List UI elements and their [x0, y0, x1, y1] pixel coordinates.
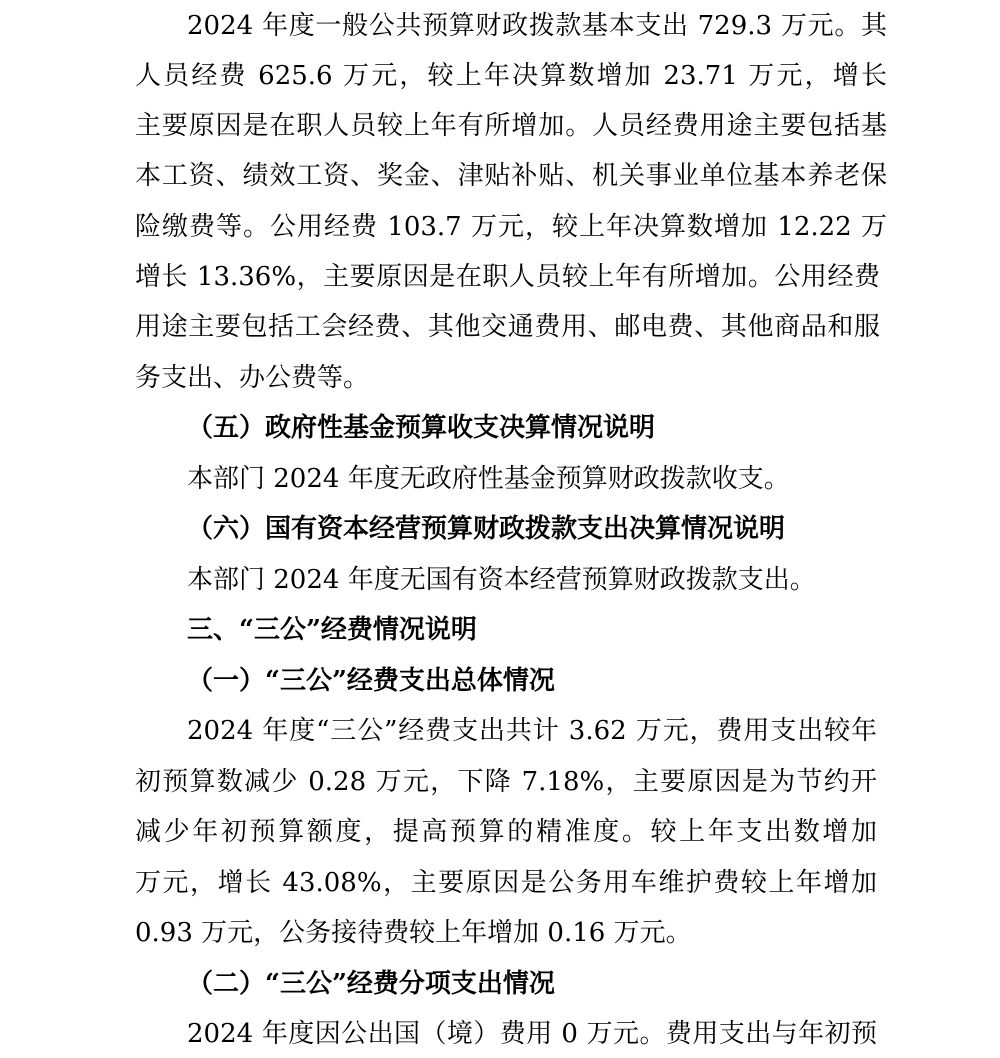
paragraph-line: 险缴费等。公用经费 103.7 万元，较上年决算数增加 12.22 万	[135, 212, 887, 242]
paragraph-line: 2024 年度“三公”经费支出共计 3.62 万元，费用支出较年	[187, 716, 877, 746]
paragraph-line: 人员经费 625.6 万元，较上年决算数增加 23.71 万元，增长	[135, 61, 887, 91]
paragraph-line: 本部门 2024 年度无政府性基金预算财政拨款收支。	[187, 464, 790, 494]
paragraph-line: 务支出、办公费等。	[135, 363, 370, 393]
paragraph-line: 本部门 2024 年度无国有资本经营预算财政拨款支出。	[187, 565, 816, 595]
paragraph-line: 本工资、绩效工资、奖金、津贴补贴、机关事业单位基本养老保	[135, 161, 887, 191]
section-heading-6: （六）国有资本经营预算财政拨款支出决算情况说明	[187, 514, 786, 544]
paragraph-line: 减少年初预算额度，提高预算的精准度。较上年支出数增加	[135, 817, 877, 847]
paragraph-line: 2024 年度因公出国（境）费用 0 万元。费用支出与年初预	[187, 1019, 877, 1049]
paragraph-line: 主要原因是在职人员较上年有所增加。人员经费用途主要包括基	[135, 111, 887, 141]
paragraph-line: 2024 年度一般公共预算财政拨款基本支出 729.3 万元。其	[187, 11, 887, 41]
paragraph-line: 用途主要包括工会经费、其他交通费用、邮电费、其他商品和服	[135, 312, 880, 342]
paragraph-line: 万元，增长 43.08%，主要原因是公务用车维护费较上年增加	[135, 868, 877, 898]
section-heading-5: （五）政府性基金预算收支决算情况说明	[187, 413, 656, 443]
paragraph-line: 0.93 万元，公务接待费较上年增加 0.16 万元。	[135, 918, 692, 948]
paragraph-line: 初预算数减少 0.28 万元，下降 7.18%，主要原因是为节约开	[135, 767, 877, 797]
chapter-heading-3: 三、“三公”经费情况说明	[187, 615, 477, 645]
paragraph-line: 增长 13.36%，主要原因是在职人员较上年有所增加。公用经费	[135, 262, 880, 292]
section-heading-3-2: （二）“三公”经费分项支出情况	[187, 969, 555, 999]
section-heading-3-1: （一）“三公”经费支出总体情况	[187, 666, 555, 696]
